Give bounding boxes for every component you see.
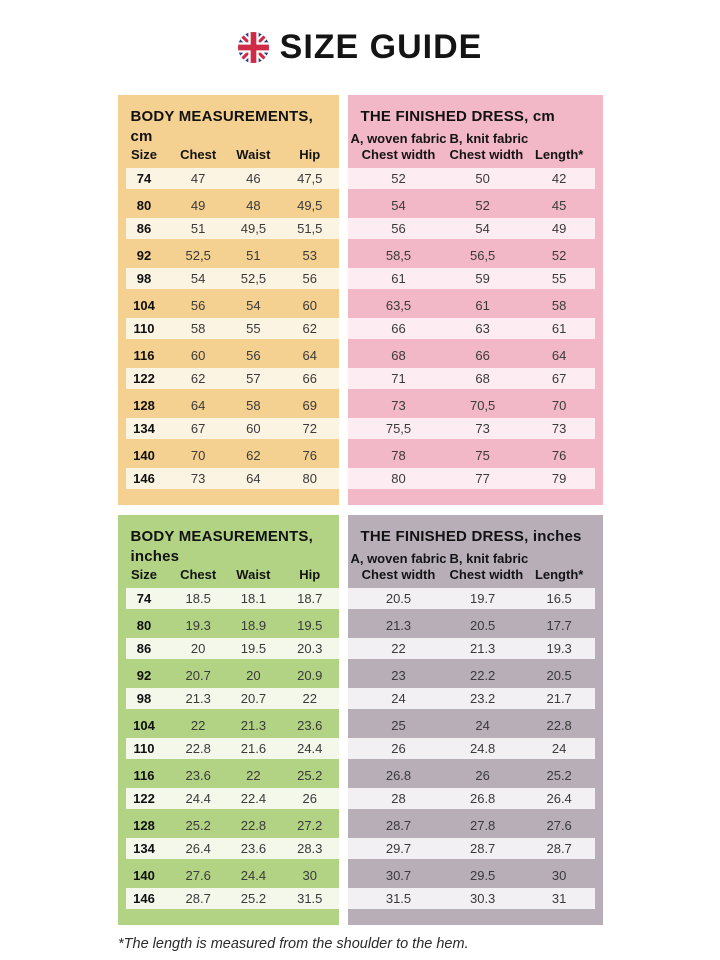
table-cell: 22.8: [240, 818, 267, 833]
table-cell: 20.7: [240, 691, 267, 706]
column-header: A, woven fabric Chest width: [350, 551, 447, 582]
table-cell: 54: [475, 221, 490, 236]
table-cell: 61: [391, 271, 406, 286]
table-cell: 56,5: [469, 248, 496, 263]
table-row: [118, 688, 339, 709]
table-cell: 49: [551, 221, 567, 236]
table-cell: 21.3: [240, 718, 267, 733]
table-cell: 18.5: [185, 591, 211, 606]
table-cell: 30.7: [385, 868, 412, 883]
table-cell: 24: [551, 741, 567, 756]
table-cell: 27.8: [469, 818, 496, 833]
table-cell: 31.5: [385, 891, 412, 906]
table-cell: 49: [190, 198, 206, 213]
table-row: [118, 888, 339, 909]
table-row: [348, 838, 603, 859]
table-cell: 24: [391, 691, 406, 706]
table-cell: 23.2: [469, 691, 496, 706]
table-row: [348, 663, 603, 688]
table-row: [348, 738, 603, 759]
table-cell: 55: [246, 321, 261, 336]
table-cell: 52: [551, 248, 567, 263]
table-cell: 20.7: [185, 668, 211, 683]
table-cell: 25.2: [240, 891, 267, 906]
table-cell: 70: [190, 448, 206, 463]
table-cell: 51: [246, 248, 261, 263]
table-cell: 52: [475, 198, 490, 213]
table-cell: 28.7: [185, 891, 211, 906]
table-cell: 47: [190, 171, 206, 186]
table-cell: 30: [551, 868, 567, 883]
table-cell: 122: [133, 791, 155, 806]
table-cell: 22.2: [469, 668, 496, 683]
table-cell: 28.3: [297, 841, 323, 856]
table-cell: 98: [136, 271, 152, 286]
table-row: [348, 763, 603, 788]
table-cell: 47,5: [297, 171, 323, 186]
table-cell: 26: [391, 741, 406, 756]
table-cell: 104: [133, 298, 155, 313]
table-cell: 24.4: [185, 791, 211, 806]
table-cell: 29.7: [385, 841, 412, 856]
table-row: [348, 468, 603, 489]
table-row: [348, 688, 603, 709]
table-row: [348, 613, 603, 638]
table-cell: 80: [391, 471, 406, 486]
table-cell: 74: [136, 171, 152, 186]
table-cell: 134: [133, 421, 155, 436]
table-cell: 56: [302, 271, 317, 286]
table-cell: 55: [551, 271, 567, 286]
table-row: [118, 863, 339, 888]
table-row: [118, 418, 339, 439]
table-cell: 54: [190, 271, 206, 286]
panel-title: THE FINISHED DRESS, inches: [360, 528, 582, 545]
table-cell: 77: [475, 471, 490, 486]
column-header: Waist: [236, 147, 271, 162]
length-footnote: *The length is measured from the shoulder to the hem.: [118, 936, 469, 952]
table-cell: 128: [133, 398, 155, 413]
table-cell: 27.6: [185, 868, 211, 883]
table-cell: 26: [302, 791, 317, 806]
table-cell: 146: [133, 891, 155, 906]
table-cell: 49,5: [240, 221, 267, 236]
table-cell: 63: [475, 321, 490, 336]
column-header: Chest: [180, 567, 217, 582]
table-row: [348, 788, 603, 809]
table-cell: 64: [551, 348, 567, 363]
table-cell: 73: [551, 421, 567, 436]
table-cell: 21.3: [385, 618, 412, 633]
table-cell: 21.7: [546, 691, 572, 706]
table-cell: 26.4: [185, 841, 211, 856]
table-row: [348, 813, 603, 838]
table-row: [118, 738, 339, 759]
table-cell: 52: [391, 171, 406, 186]
table-cell: 70,5: [469, 398, 496, 413]
table-cell: 52,5: [185, 248, 211, 263]
table-cell: 22.8: [546, 718, 572, 733]
page-title: SIZE GUIDE: [279, 27, 483, 66]
table-cell: 23.6: [240, 841, 267, 856]
table-cell: 72: [302, 421, 317, 436]
table-body: [348, 588, 603, 909]
table-cell: 54: [391, 198, 406, 213]
table-cell: 26.8: [469, 791, 496, 806]
table-cell: 26.8: [385, 768, 412, 783]
table-cell: 86: [136, 221, 152, 236]
table-cell: 27.2: [297, 818, 323, 833]
table-cell: 21.3: [469, 641, 496, 656]
table-row: [348, 588, 603, 609]
table-row: [348, 863, 603, 888]
body-measurements-cm-panel: [118, 95, 339, 505]
table-cell: 18.1: [240, 591, 267, 606]
table-row: [118, 763, 339, 788]
table-row: [348, 443, 603, 468]
table-cell: 28.7: [469, 841, 496, 856]
table-cell: 49,5: [297, 198, 323, 213]
table-cell: 140: [133, 448, 155, 463]
table-row: [118, 788, 339, 809]
table-row: [118, 393, 339, 418]
table-cell: 20.9: [297, 668, 323, 683]
column-header: A, woven fabric Chest width: [350, 131, 447, 162]
table-cell: 64: [190, 398, 206, 413]
table-row: [348, 268, 603, 289]
table-row: [118, 588, 339, 609]
table-cell: 42: [551, 171, 567, 186]
table-row: [348, 343, 603, 368]
table-cell: 30.3: [469, 891, 496, 906]
column-headers: [348, 547, 603, 588]
table-cell: 62: [246, 448, 261, 463]
table-cell: 51: [190, 221, 206, 236]
finished-dress-cm-panel: [348, 95, 603, 505]
table-cell: 48: [246, 198, 261, 213]
table-cell: 57: [246, 371, 261, 386]
table-cell: 20.5: [385, 591, 412, 606]
table-row: [118, 268, 339, 289]
table-cell: 110: [133, 321, 155, 336]
table-cell: 26: [475, 768, 490, 783]
table-cell: 51,5: [297, 221, 323, 236]
column-header: B, knit fabric Chest width: [449, 551, 529, 582]
column-header: Hip: [299, 567, 321, 582]
table-cell: 56: [391, 221, 406, 236]
table-cell: 58: [551, 298, 567, 313]
table-cell: 68: [391, 348, 406, 363]
uk-flag-icon: [238, 32, 269, 63]
table-row: [348, 193, 603, 218]
table-cell: 79: [551, 471, 567, 486]
table-cell: 76: [551, 448, 567, 463]
table-cell: 24.4: [297, 741, 323, 756]
table-row: [118, 443, 339, 468]
table-cell: 20: [190, 641, 206, 656]
table-body: [118, 588, 339, 909]
table-cell: 76: [302, 448, 317, 463]
table-row: [118, 838, 339, 859]
table-cell: 92: [136, 668, 152, 683]
table-cell: 20.5: [546, 668, 572, 683]
table-cell: 128: [133, 818, 155, 833]
column-header: B, knit fabric Chest width: [449, 131, 529, 162]
table-cell: 25: [391, 718, 406, 733]
table-row: [118, 368, 339, 389]
table-row: [118, 318, 339, 339]
table-cell: 30: [302, 868, 317, 883]
table-cell: 116: [133, 348, 155, 363]
table-cell: 73: [475, 421, 490, 436]
table-cell: 27.6: [546, 818, 572, 833]
table-cell: 54: [246, 298, 261, 313]
table-cell: 22: [302, 691, 317, 706]
table-cell: 31.5: [297, 891, 323, 906]
table-cell: 71: [391, 371, 406, 386]
table-cell: 80: [302, 471, 317, 486]
table-cell: 68: [475, 371, 490, 386]
table-cell: 50: [475, 171, 490, 186]
table-row: [118, 663, 339, 688]
column-header: Length*: [534, 147, 584, 162]
table-cell: 58: [246, 398, 261, 413]
table-cell: 62: [190, 371, 206, 386]
table-cell: 64: [246, 471, 261, 486]
table-row: [348, 393, 603, 418]
table-cell: 73: [391, 398, 406, 413]
table-cell: 46: [246, 171, 261, 186]
table-cell: 58,5: [385, 248, 412, 263]
table-row: [348, 418, 603, 439]
table-row: [118, 218, 339, 239]
table-cell: 63,5: [385, 298, 412, 313]
table-cell: 18.9: [240, 618, 267, 633]
table-cell: 28: [391, 791, 406, 806]
table-cell: 61: [475, 298, 490, 313]
table-cell: 22: [391, 641, 406, 656]
table-cell: 26.4: [546, 791, 572, 806]
table-cell: 61: [551, 321, 567, 336]
table-cell: 116: [133, 768, 155, 783]
table-row: [348, 638, 603, 659]
table-cell: 140: [133, 868, 155, 883]
table-cell: 69: [302, 398, 317, 413]
table-cell: 24.4: [240, 868, 267, 883]
table-cell: 66: [302, 371, 317, 386]
table-cell: 22.8: [185, 741, 211, 756]
table-body: [348, 168, 603, 489]
table-row: [118, 243, 339, 268]
table-cell: 53: [302, 248, 317, 263]
table-row: [118, 713, 339, 738]
table-cell: 45: [551, 198, 567, 213]
panel-title: BODY MEASUREMENTS, inches: [130, 528, 314, 565]
table-row: [118, 638, 339, 659]
table-row: [118, 613, 339, 638]
table-cell: 20: [246, 668, 261, 683]
table-cell: 28.7: [546, 841, 572, 856]
table-cell: 92: [136, 248, 152, 263]
table-cell: 23.6: [297, 718, 323, 733]
table-cell: 23.6: [185, 768, 211, 783]
table-cell: 23: [391, 668, 406, 683]
column-headers: [348, 127, 603, 168]
table-cell: 59: [475, 271, 490, 286]
table-cell: 122: [133, 371, 155, 386]
size-guide-grid: [118, 95, 603, 925]
table-row: [348, 218, 603, 239]
table-cell: 56: [190, 298, 206, 313]
table-cell: 31: [551, 891, 567, 906]
table-row: [118, 293, 339, 318]
table-cell: 75,5: [385, 421, 412, 436]
table-cell: 19.3: [546, 641, 572, 656]
table-row: [118, 168, 339, 189]
table-row: [348, 713, 603, 738]
panel-title: BODY MEASUREMENTS, cm: [130, 108, 314, 145]
table-cell: 21.3: [185, 691, 211, 706]
table-cell: 134: [133, 841, 155, 856]
table-cell: 24.8: [469, 741, 496, 756]
table-cell: 19.3: [185, 618, 211, 633]
table-cell: 19.5: [240, 641, 267, 656]
table-cell: 25.2: [297, 768, 323, 783]
table-row: [348, 888, 603, 909]
table-row: [348, 293, 603, 318]
table-row: [118, 468, 339, 489]
table-cell: 25.2: [546, 768, 572, 783]
table-row: [348, 168, 603, 189]
table-cell: 74: [136, 591, 152, 606]
column-header: Size: [131, 567, 158, 582]
table-cell: 16.5: [546, 591, 572, 606]
table-cell: 22: [246, 768, 261, 783]
table-cell: 146: [133, 471, 155, 486]
table-cell: 78: [391, 448, 406, 463]
table-cell: 22: [190, 718, 206, 733]
table-cell: 110: [133, 741, 155, 756]
table-cell: 29.5: [469, 868, 496, 883]
table-cell: 60: [302, 298, 317, 313]
table-cell: 25.2: [185, 818, 211, 833]
table-row: [348, 368, 603, 389]
column-header: Hip: [299, 147, 321, 162]
table-row: [118, 343, 339, 368]
finished-dress-inches-panel: [348, 515, 603, 925]
table-cell: 80: [136, 618, 152, 633]
page-header: [0, 0, 720, 69]
table-cell: 20.3: [297, 641, 323, 656]
table-cell: 98: [136, 691, 152, 706]
column-header: Size: [131, 147, 158, 162]
table-row: [348, 318, 603, 339]
table-cell: 60: [246, 421, 261, 436]
table-cell: 75: [475, 448, 490, 463]
table-cell: 58: [190, 321, 206, 336]
table-cell: 66: [475, 348, 490, 363]
column-header: Chest: [180, 147, 217, 162]
table-cell: 60: [190, 348, 206, 363]
body-measurements-inches-panel: [118, 515, 339, 925]
table-cell: 66: [391, 321, 406, 336]
table-cell: 19.5: [297, 618, 323, 633]
table-cell: 21.6: [240, 741, 267, 756]
table-cell: 104: [133, 718, 155, 733]
table-cell: 70: [551, 398, 567, 413]
table-row: [118, 813, 339, 838]
table-cell: 20.5: [469, 618, 496, 633]
table-cell: 22.4: [240, 791, 267, 806]
table-cell: 73: [190, 471, 206, 486]
table-cell: 19.7: [469, 591, 496, 606]
table-cell: 62: [302, 321, 317, 336]
column-header: Waist: [236, 567, 271, 582]
table-cell: 17.7: [546, 618, 572, 633]
table-cell: 18.7: [297, 591, 323, 606]
table-cell: 28.7: [385, 818, 412, 833]
column-header: Length*: [534, 567, 584, 582]
table-row: [348, 243, 603, 268]
table-cell: 64: [302, 348, 317, 363]
table-cell: 86: [136, 641, 152, 656]
table-row: [118, 193, 339, 218]
table-cell: 52,5: [240, 271, 267, 286]
table-body: [118, 168, 339, 489]
panel-title: THE FINISHED DRESS, cm: [360, 108, 555, 125]
table-cell: 80: [136, 198, 152, 213]
table-cell: 67: [551, 371, 567, 386]
table-cell: 56: [246, 348, 261, 363]
table-cell: 67: [190, 421, 206, 436]
table-cell: 24: [475, 718, 490, 733]
